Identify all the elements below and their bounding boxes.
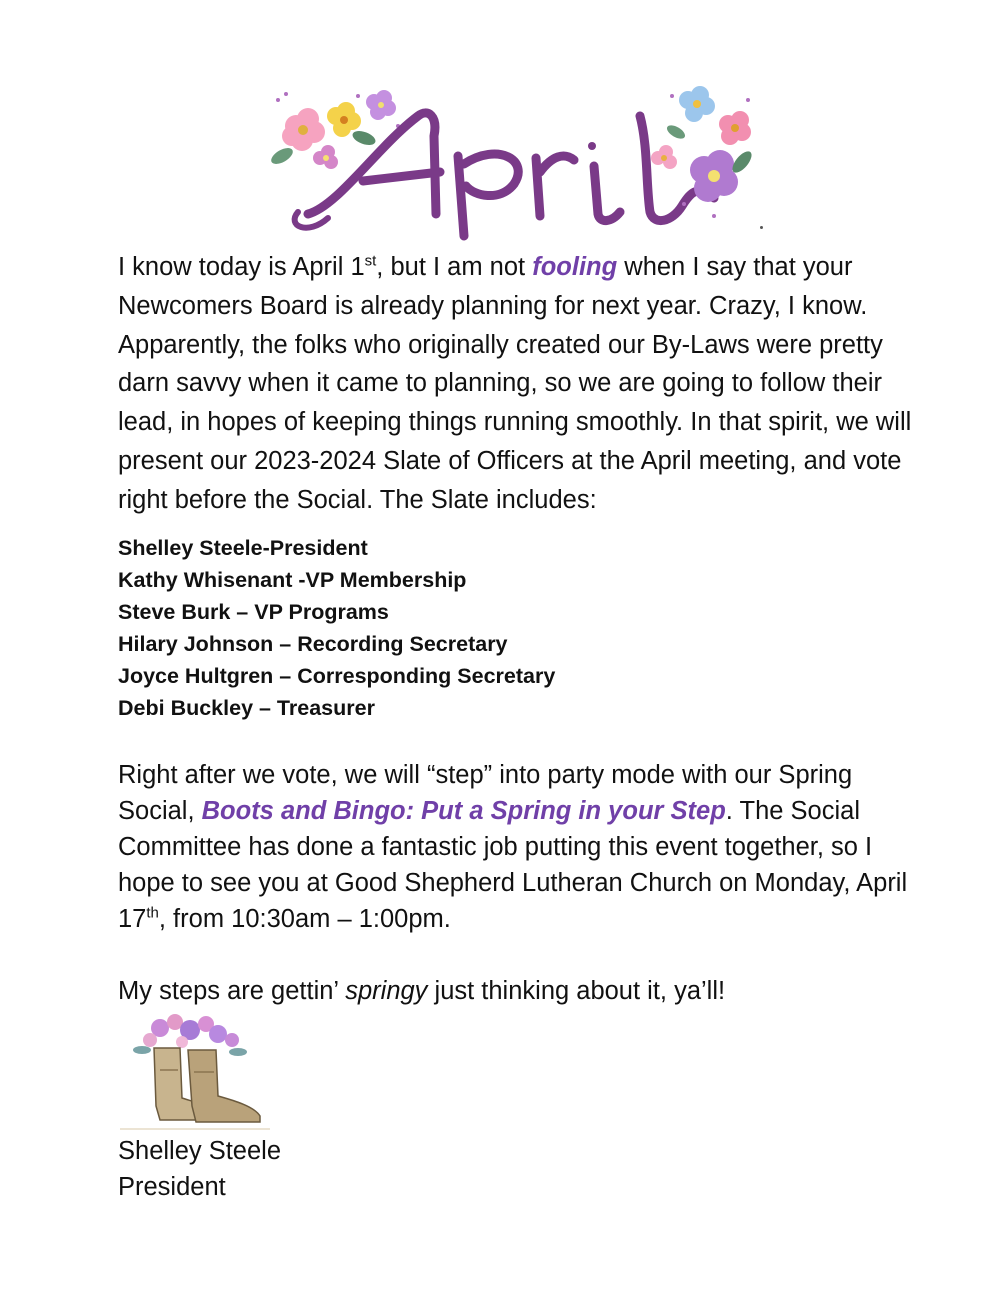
slate-item: Steve Burk – VP Programs bbox=[118, 600, 389, 624]
signature-title: President bbox=[118, 1173, 226, 1201]
intro-paragraph bbox=[118, 248, 918, 520]
closing-emphasis-springy: springy bbox=[345, 977, 428, 1005]
signature-name: Shelley Steele bbox=[118, 1137, 282, 1165]
intro-text-3: when I say that your Newcomers Board is already planning for next year. Crazy, I know. Apparently, the folks who originally created our By-Laws were pretty darn savvy when it came to planning, so we are going to follow their lead, in hopes of keeping things running smoothly. In that spirit, we will present our 2023-2024 Slate of Officers at the April meeting, and vote right before the Social. The Slate includes: bbox=[118, 253, 912, 514]
boots-shapes bbox=[154, 1048, 260, 1122]
april-banner bbox=[268, 86, 752, 242]
intro-emphasis-fooling: fooling bbox=[532, 253, 618, 281]
slate-item: Hilary Johnson – Recording Secretary bbox=[118, 632, 508, 656]
social-text-1: Right after we vote, we will “step” into party mode with our Spring Social, bbox=[118, 761, 853, 825]
slate-item: Kathy Whisenant -VP Membership bbox=[118, 568, 467, 592]
stray-dot bbox=[760, 226, 763, 229]
slate-of-officers bbox=[118, 532, 555, 724]
closing-text-1: My steps are gettin’ bbox=[118, 977, 346, 1005]
social-superscript: th bbox=[146, 904, 159, 922]
slate-item: Shelley Steele-President bbox=[118, 536, 368, 560]
social-text-3: , from 10:30am – 1:00pm. bbox=[158, 905, 451, 933]
social-paragraph bbox=[118, 757, 918, 937]
intro-text-2: , but I am not bbox=[376, 253, 533, 281]
signature-block bbox=[118, 1133, 281, 1205]
closing-text-2: just thinking about it, ya’ll! bbox=[427, 977, 726, 1005]
slate-item: Joyce Hultgren – Corresponding Secretary bbox=[118, 664, 556, 688]
closing-paragraph bbox=[118, 972, 918, 1011]
flower-cluster-right bbox=[651, 86, 752, 218]
social-text-2: . The Social Committee has done a fantastic job putting this event together, so I hope to see you at Good Shepherd Lutheran Church on Monday, April 17 bbox=[118, 797, 908, 933]
social-event-name: Boots and Bingo: Put a Spring in your Step bbox=[201, 797, 726, 825]
boots-illustration bbox=[120, 1010, 270, 1130]
slate-item: Debi Buckley – Treasurer bbox=[118, 696, 375, 720]
intro-text-1: I know today is April 1 bbox=[118, 253, 365, 281]
intro-superscript: st bbox=[364, 252, 377, 270]
